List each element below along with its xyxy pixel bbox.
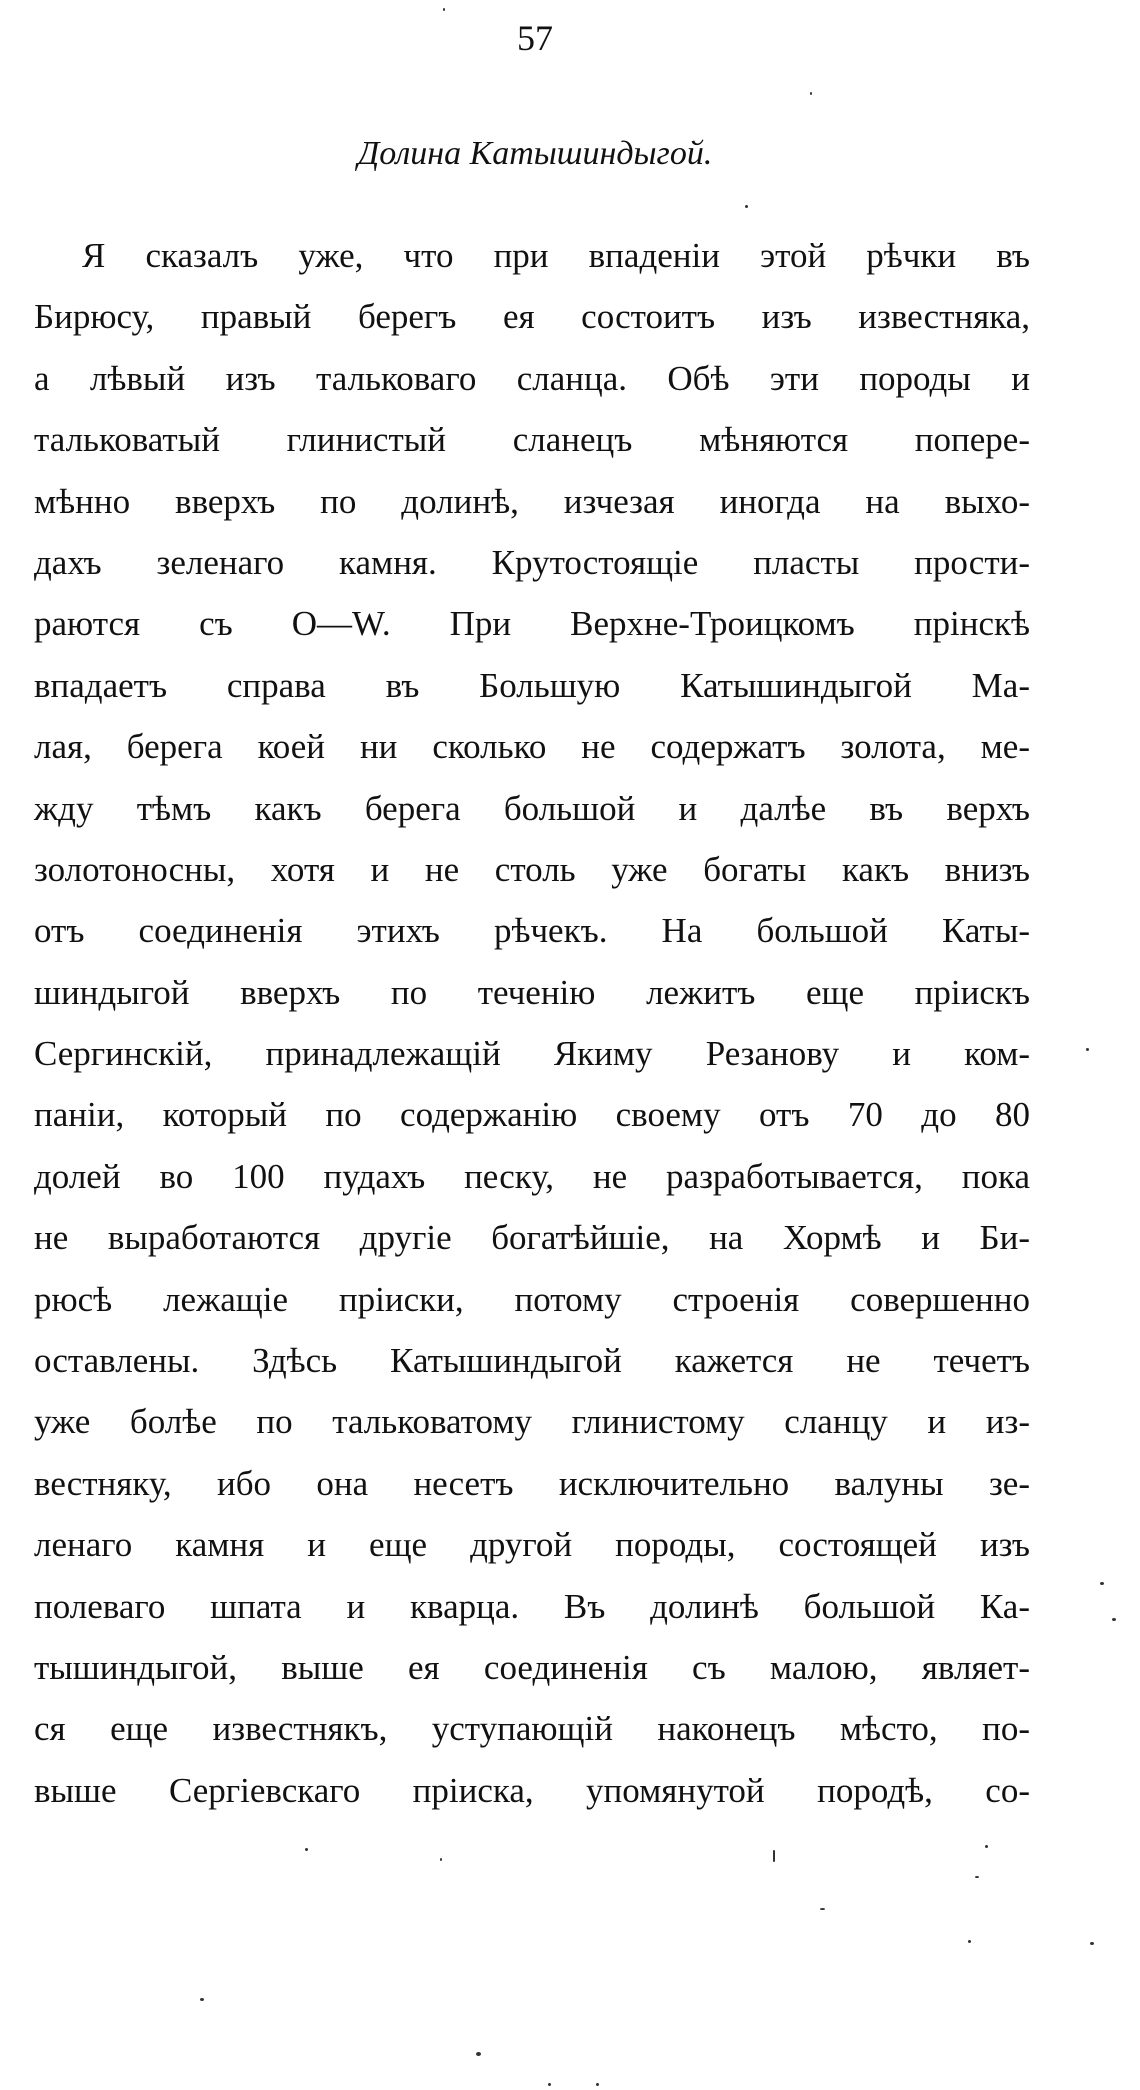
- scan-speck: [548, 2083, 551, 2086]
- text-line: тышиндыгой, выше ея соединенія съ малою, являет-: [34, 1647, 1030, 1687]
- scan-speck: [440, 1858, 442, 1861]
- scan-speck: [773, 1850, 775, 1862]
- text-line: паніи, который по содержанію своему отъ 70 до 80: [34, 1095, 1030, 1135]
- scan-speck: [820, 1908, 825, 1910]
- text-line: Бирюсу, правый берегъ ея состоитъ изъ известняка,: [34, 297, 1030, 337]
- scan-speck: [810, 92, 812, 95]
- scan-speck: [443, 8, 445, 11]
- scan-speck: [1112, 1618, 1116, 1621]
- scan-speck: [968, 1940, 971, 1943]
- text-line: не выработаются другіе богатѣйшіе, на Хормѣ и Би-: [34, 1218, 1030, 1258]
- text-line: тальковатый глинистый сланецъ мѣняются попере-: [34, 420, 1030, 460]
- scan-speck: [1100, 1582, 1104, 1585]
- scan-speck: [476, 2052, 481, 2056]
- text-line: Сергинскій, принадлежащій Якиму Резанову и ком-: [34, 1034, 1030, 1074]
- text-line: уже болѣе по тальковатому глинистому сланцу и из-: [34, 1402, 1030, 1442]
- section-heading: Долина Катышиндыгой.: [357, 135, 713, 172]
- text-line: золотоносны, хотя и не столь уже богаты какъ внизъ: [34, 849, 1030, 889]
- text-line: выше Сергіевскаго пріиска, упомянутой породѣ, со-: [34, 1770, 1030, 1810]
- scan-speck: [985, 1845, 988, 1848]
- text-line: лая, берега коей ни сколько не содержатъ золота, ме-: [34, 727, 1030, 767]
- text-line: долей во 100 пудахъ песку, не разработывается, пока: [34, 1156, 1030, 1196]
- text-line: шиндыгой вверхъ по теченію лежитъ еще пріискъ: [34, 972, 1030, 1012]
- text-line: Я сказалъ уже, что при впаденіи этой рѣчки въ: [82, 236, 1030, 275]
- text-line: ленаго камня и еще другой породы, состоящей изъ: [34, 1525, 1030, 1565]
- text-line: оставлены. Здѣсь Катышиндыгой кажется не течетъ: [34, 1341, 1030, 1381]
- scan-speck: [745, 205, 748, 208]
- text-line: отъ соединенія этихъ рѣчекъ. На большой Каты-: [34, 911, 1030, 951]
- text-line: вестняку, ибо она несетъ исключительно валуны зе-: [34, 1463, 1030, 1503]
- text-line: впадаетъ справа въ Большую Катышиндыгой Ма-: [34, 665, 1030, 705]
- text-line: ся еще известнякъ, уступающій наконецъ мѣсто, по-: [34, 1709, 1030, 1749]
- text-line: раются съ О—W. При Верхне-Троицкомъ прінскѣ: [34, 604, 1030, 644]
- scan-speck: [596, 2083, 599, 2086]
- text-line: полеваго шпата и кварца. Въ долинѣ большой Ка-: [34, 1586, 1030, 1626]
- text-line: мѣнно вверхъ по долинѣ, изчезая иногда на выхо-: [34, 481, 1030, 521]
- page-number: 57: [517, 18, 553, 58]
- scan-speck: [1086, 1048, 1089, 1051]
- scan-speck: [975, 1876, 979, 1878]
- body-text: [34, 225, 1030, 1821]
- text-line: дахъ зеленаго камня. Крутостоящіе пласты прости-: [34, 542, 1030, 582]
- scan-speck: [200, 1998, 204, 2001]
- text-line: а лѣвый изъ тальковаго сланца. Обѣ эти породы и: [34, 358, 1030, 398]
- scan-speck: [1090, 1942, 1094, 1945]
- text-line: жду тѣмъ какъ берега большой и далѣе въ верхъ: [34, 788, 1030, 828]
- text-line: рюсѣ лежащіе пріиски, потому строенія совершенно: [34, 1279, 1030, 1319]
- scan-speck: [305, 1848, 308, 1851]
